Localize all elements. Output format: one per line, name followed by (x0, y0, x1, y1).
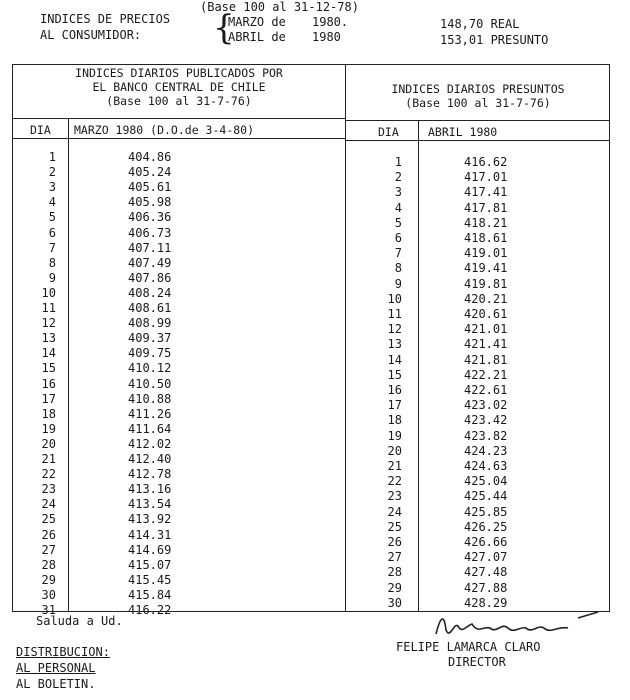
left-row-day-11: 11 (41, 301, 56, 315)
left-row-value-11: 408.61 (128, 301, 172, 315)
right-row-value-23: 425.44 (464, 489, 508, 504)
left-row-value-7: 407.11 (128, 240, 172, 255)
right-row-day-16: 16 (387, 383, 402, 397)
left-row-value-9: 407.86 (128, 270, 172, 285)
base-note: (Base 100 al 31-12-78) (200, 0, 359, 14)
left-row-day-16: 16 (41, 376, 56, 391)
left-row-day-4: 4 (48, 195, 56, 210)
left-row-value-10: 408.24 (128, 285, 172, 300)
left-row-day-6: 6 (48, 225, 56, 240)
left-row-day-21: 21 (41, 452, 56, 466)
left-row-value-30: 415.84 (128, 587, 172, 602)
left-row-value-25: 413.92 (128, 512, 172, 527)
right-row-value-20: 424.23 (464, 443, 508, 458)
left-row-day-5: 5 (48, 210, 56, 225)
left-row-day-14: 14 (41, 346, 56, 361)
distribution-title: DISTRIBUCION: (16, 645, 110, 659)
right-row-value-12: 421.01 (464, 322, 508, 337)
left-row-value-21: 412.40 (128, 452, 172, 466)
right-row-day-28: 28 (387, 565, 402, 580)
distribution-item-2: AL BOLETIN. (16, 677, 96, 691)
left-row-day-17: 17 (41, 391, 56, 406)
cpi-label-line2: AL CONSUMIDOR: (40, 28, 142, 42)
left-row-day-10: 10 (41, 285, 56, 300)
left-col-day-header: DIA (30, 123, 51, 137)
left-table-title-2: EL BANCO CENTRAL DE CHILE (92, 80, 266, 94)
right-row-value-22: 425.04 (464, 474, 508, 489)
index-table (12, 64, 610, 612)
right-row-day-2: 2 (394, 170, 402, 185)
left-row-day-29: 29 (41, 572, 56, 587)
right-col-value-header: ABRIL 1980 (428, 125, 498, 139)
left-row-value-6: 406.73 (128, 225, 172, 240)
left-colhead-rule (12, 138, 346, 139)
left-row-value-13: 409.37 (128, 331, 172, 346)
right-table-title-1: INDICES DIARIOS PRESUNTOS (391, 82, 565, 96)
left-row-value-29: 415.45 (128, 572, 172, 587)
right-row-value-26: 426.66 (464, 535, 508, 549)
left-row-day-26: 26 (41, 527, 56, 542)
left-row-day-27: 27 (41, 542, 56, 557)
signer-name: FELIPE LAMARCA CLARO (396, 640, 541, 654)
left-row-day-9: 9 (48, 270, 56, 285)
left-row-value-2: 405.24 (128, 165, 172, 180)
right-row-value-7: 419.01 (464, 246, 508, 261)
right-row-day-20: 20 (387, 443, 402, 458)
right-row-day-1: 1 (394, 155, 402, 169)
left-row-value-12: 408.99 (128, 316, 172, 331)
right-row-day-3: 3 (394, 185, 402, 200)
right-row-value-21: 424.63 (464, 459, 508, 473)
right-row-day-30: 30 (387, 595, 402, 610)
left-day-divider (68, 118, 69, 612)
right-row-value-27: 427.07 (464, 550, 508, 565)
right-row-value-9: 419.81 (464, 276, 508, 291)
brace-icon: { (213, 8, 235, 48)
left-row-value-31: 416.22 (128, 603, 172, 617)
table-center-divider (345, 64, 346, 612)
right-row-day-22: 22 (387, 474, 402, 489)
left-row-value-4: 405.98 (128, 195, 172, 210)
left-row-day-1: 1 (48, 150, 56, 164)
cpi-year-row2: 1980 (312, 30, 341, 44)
left-row-day-30: 30 (41, 587, 56, 602)
right-row-value-4: 417.81 (464, 200, 508, 215)
cpi-year-row1: 1980. (312, 15, 349, 29)
right-row-value-1: 416.62 (464, 155, 508, 169)
right-row-day-13: 13 (387, 337, 402, 352)
left-row-day-3: 3 (48, 180, 56, 195)
right-row-day-14: 14 (387, 352, 402, 367)
right-row-value-25: 426.25 (464, 519, 508, 534)
right-col-day-header: DIA (378, 125, 399, 139)
left-row-day-8: 8 (48, 255, 56, 270)
left-row-day-31: 31 (41, 603, 56, 617)
right-row-value-16: 422.61 (464, 383, 508, 397)
left-row-value-3: 405.61 (128, 180, 172, 195)
left-table-title-1: INDICES DIARIOS PUBLICADOS POR (75, 66, 283, 80)
left-table-title-3: (Base 100 al 31-7-76) (106, 94, 252, 108)
distribution-item-1: AL PERSONAL (16, 661, 96, 675)
cpi-value-row2: 153,01 PRESUNTO (440, 33, 549, 47)
right-row-day-7: 7 (394, 246, 402, 261)
left-row-day-25: 25 (41, 512, 56, 527)
cpi-month-row1: MARZO de (228, 15, 286, 29)
right-row-value-30: 428.29 (464, 595, 508, 610)
left-header-rule (12, 118, 346, 119)
left-row-value-17: 410.88 (128, 391, 172, 406)
right-row-day-8: 8 (394, 261, 402, 276)
right-row-day-29: 29 (387, 580, 402, 595)
left-row-day-23: 23 (41, 482, 56, 497)
greeting: Saluda a Ud. (36, 614, 123, 628)
right-row-day-24: 24 (387, 504, 402, 519)
cpi-label-line1: INDICES DE PRECIOS (40, 12, 171, 26)
right-colhead-rule (346, 140, 610, 141)
right-row-day-23: 23 (387, 489, 402, 504)
right-table-title-2: (Base 100 al 31-7-76) (405, 96, 551, 110)
left-row-day-7: 7 (48, 240, 56, 255)
right-row-day-19: 19 (387, 428, 402, 443)
left-row-day-28: 28 (41, 557, 56, 572)
right-row-value-3: 417.41 (464, 185, 508, 200)
right-row-value-11: 420.61 (464, 307, 508, 321)
left-row-value-8: 407.49 (128, 255, 172, 270)
left-row-day-20: 20 (41, 436, 56, 451)
signer-title: DIRECTOR (448, 655, 506, 669)
right-row-day-27: 27 (387, 550, 402, 565)
left-row-day-19: 19 (41, 421, 56, 436)
right-row-value-17: 423.02 (464, 398, 508, 413)
right-row-value-14: 421.81 (464, 352, 508, 367)
right-row-day-21: 21 (387, 459, 402, 473)
right-row-value-28: 427.48 (464, 565, 508, 580)
right-row-value-8: 419.41 (464, 261, 508, 276)
left-col-value-header: MARZO 1980 (D.O.de 3-4-80) (74, 123, 255, 137)
left-row-value-26: 414.31 (128, 527, 172, 542)
right-row-value-18: 423.42 (464, 413, 508, 428)
right-row-day-9: 9 (394, 276, 402, 291)
right-row-day-11: 11 (387, 307, 402, 321)
left-row-value-1: 404.86 (128, 150, 172, 164)
right-row-value-13: 421.41 (464, 337, 508, 352)
left-row-value-24: 413.54 (128, 497, 172, 512)
right-row-value-5: 418.21 (464, 215, 508, 230)
left-row-value-14: 409.75 (128, 346, 172, 361)
left-row-value-15: 410.12 (128, 361, 172, 376)
left-row-day-15: 15 (41, 361, 56, 376)
right-row-day-15: 15 (387, 367, 402, 382)
left-row-day-13: 13 (41, 331, 56, 346)
right-row-value-24: 425.85 (464, 504, 508, 519)
right-row-value-15: 422.21 (464, 367, 508, 382)
left-row-day-18: 18 (41, 406, 56, 421)
right-row-day-25: 25 (387, 519, 402, 534)
right-row-day-17: 17 (387, 398, 402, 413)
right-row-day-18: 18 (387, 413, 402, 428)
cpi-value-row1: 148,70 REAL (440, 17, 520, 31)
right-row-day-12: 12 (387, 322, 402, 337)
left-row-day-24: 24 (41, 497, 56, 512)
right-row-day-5: 5 (394, 215, 402, 230)
right-row-value-29: 427.88 (464, 580, 508, 595)
left-row-value-28: 415.07 (128, 557, 172, 572)
left-row-value-20: 412.02 (128, 436, 172, 451)
left-row-day-22: 22 (41, 467, 56, 482)
right-row-day-26: 26 (387, 535, 402, 549)
right-header-rule (346, 120, 610, 121)
left-row-value-16: 410.50 (128, 376, 172, 391)
left-row-day-12: 12 (41, 316, 56, 331)
left-row-value-23: 413.16 (128, 482, 172, 497)
right-row-value-6: 418.61 (464, 231, 508, 245)
left-row-value-22: 412.78 (128, 467, 172, 482)
left-row-value-5: 406.36 (128, 210, 172, 225)
cpi-month-row2: ABRIL de (228, 30, 286, 44)
right-row-day-6: 6 (394, 231, 402, 245)
right-row-value-10: 420.21 (464, 291, 508, 306)
right-day-divider (418, 120, 419, 612)
left-row-day-2: 2 (48, 165, 56, 180)
left-row-value-18: 411.26 (128, 406, 172, 421)
left-row-value-19: 411.64 (128, 421, 172, 436)
right-row-value-19: 423.82 (464, 428, 508, 443)
left-row-value-27: 414.69 (128, 542, 172, 557)
right-row-day-10: 10 (387, 291, 402, 306)
right-row-day-4: 4 (394, 200, 402, 215)
right-row-value-2: 417.01 (464, 170, 508, 185)
